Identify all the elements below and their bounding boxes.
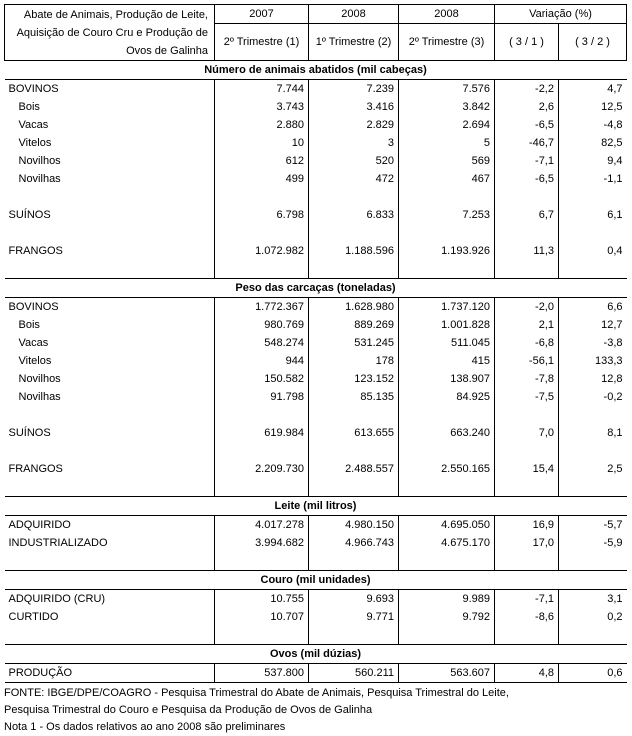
value-cell: 10.707 (215, 608, 309, 626)
spacer-cell (215, 478, 309, 497)
row-label: Vitelos (5, 352, 215, 370)
row-label: Novilhas (5, 170, 215, 188)
spacer-cell (495, 406, 559, 424)
value-cell: 6.833 (309, 206, 399, 224)
value-cell: 7.576 (399, 80, 495, 99)
table-row (5, 134, 627, 152)
spacer-cell (559, 224, 627, 242)
spacer-cell (309, 626, 399, 645)
spacer-cell (559, 260, 627, 279)
value-cell: 0,4 (607, 245, 623, 257)
spacer-row (5, 442, 627, 460)
table-row (5, 170, 627, 188)
spacer-cell (215, 406, 309, 424)
value-cell: 7.253 (399, 206, 495, 224)
value-cell: 4.017.278 (215, 516, 309, 535)
value-cell: 663.240 (399, 424, 495, 442)
spacer-cell (559, 406, 627, 424)
value-cell: 472 (309, 170, 399, 188)
row-label: FRANGOS (5, 242, 215, 260)
value-cell: -7,1 (495, 590, 559, 609)
table-row (5, 608, 627, 626)
spacer-row (5, 188, 627, 206)
value-cell: 10.755 (215, 590, 309, 609)
section-title: Ovos (mil dúzias) (5, 645, 627, 664)
spacer-cell (215, 626, 309, 645)
section-title-row (5, 497, 627, 516)
value-cell: 9.771 (309, 608, 399, 626)
spacer-row (5, 406, 627, 424)
value-cell: 2,6 (495, 98, 559, 116)
row-label: BOVINOS (5, 80, 215, 99)
spacer-cell (495, 478, 559, 497)
table-row (5, 388, 627, 406)
value-cell: 7.239 (309, 80, 399, 99)
variation-header: Variação (%) (495, 5, 627, 24)
ratio-header-1: ( 3 / 1 ) (495, 24, 559, 61)
value-cell: 944 (215, 352, 309, 370)
value-cell: -2,2 (495, 80, 559, 99)
value-cell: 138.907 (399, 370, 495, 388)
spacer-cell (309, 188, 399, 206)
value-cell: -2,0 (495, 298, 559, 317)
spacer-cell (495, 260, 559, 279)
table-body (5, 61, 627, 683)
spacer-cell (5, 626, 215, 645)
spacer-cell (215, 260, 309, 279)
period-header-1: 2º Trimestre (1) (215, 24, 309, 61)
value-cell: 82,5 (601, 137, 623, 149)
row-label: PRODUÇÃO (5, 664, 215, 683)
value-cell: 7.744 (215, 80, 309, 99)
spacer-row (5, 552, 627, 571)
row-label: ADQUIRIDO (5, 516, 215, 535)
value-cell: 85.135 (309, 388, 399, 406)
table-row (5, 370, 627, 388)
value-cell: 1.628.980 (309, 298, 399, 317)
value-cell: 1.772.367 (215, 298, 309, 317)
value-cell: 9,4 (607, 155, 623, 167)
value-cell: -46,7 (495, 134, 559, 152)
value-cell: 6,1 (607, 209, 623, 221)
section-title-row (5, 61, 627, 80)
spacer-cell (399, 188, 495, 206)
spacer-cell (5, 224, 215, 242)
row-label-line: Ovos de Galinha (126, 44, 208, 57)
value-cell: 415 (399, 352, 495, 370)
value-cell: 3.842 (399, 98, 495, 116)
spacer-row (5, 224, 627, 242)
section-title-row (5, 645, 627, 664)
row-label: Novilhos (5, 152, 215, 170)
value-cell: 467 (399, 170, 495, 188)
row-label-line: Abate de Animais, Produção de Leite, (23, 8, 208, 21)
row-label: Vitelos (5, 134, 215, 152)
value-cell: 84.925 (399, 388, 495, 406)
value-cell: 10 (215, 134, 309, 152)
spacer-cell (399, 406, 495, 424)
value-cell: 511.045 (399, 334, 495, 352)
value-cell: 4,8 (495, 664, 559, 683)
value-cell: 2.550.165 (399, 460, 495, 478)
row-label: CURTIDO (5, 608, 215, 626)
value-cell: 8,1 (607, 427, 623, 439)
row-label: Bois (5, 316, 215, 334)
value-cell: 123.152 (309, 370, 399, 388)
table-row (5, 460, 627, 478)
spacer-cell (495, 224, 559, 242)
value-cell: 619.984 (215, 424, 309, 442)
spacer-cell (309, 442, 399, 460)
value-cell: 12,5 (601, 101, 623, 113)
spacer-cell (309, 224, 399, 242)
source-line: FONTE: IBGE/DPE/COAGRO - Pesquisa Trimestral do Abate de Animais, Pesquisa Trimestral do Leite, (4, 687, 509, 699)
value-cell: 499 (215, 170, 309, 188)
spacer-cell (5, 552, 215, 571)
value-cell: 569 (399, 152, 495, 170)
table-row (5, 534, 627, 552)
value-cell: 520 (309, 152, 399, 170)
spacer-cell (215, 442, 309, 460)
value-cell: 9.989 (399, 590, 495, 609)
value-cell: 2.209.730 (215, 460, 309, 478)
row-label: SUÍNOS (5, 424, 215, 442)
value-cell: 5 (399, 134, 495, 152)
spacer-cell (495, 442, 559, 460)
spacer-cell (5, 188, 215, 206)
spacer-cell (309, 406, 399, 424)
value-cell: 2.829 (309, 116, 399, 134)
table-row (5, 242, 627, 260)
spacer-cell (215, 552, 309, 571)
row-label: Vacas (5, 334, 215, 352)
value-cell: -8,6 (495, 608, 559, 626)
section-title: Couro (mil unidades) (5, 571, 627, 590)
spacer-row (5, 626, 627, 645)
value-cell: -7,5 (495, 388, 559, 406)
value-cell: -5,9 (603, 537, 623, 549)
table-row (5, 80, 627, 99)
value-cell: 613.655 (309, 424, 399, 442)
value-cell: 2,1 (495, 316, 559, 334)
source-line: Pesquisa Trimestral do Couro e Pesquisa da Produção de Ovos de Galinha (4, 704, 373, 716)
value-cell: 17,0 (495, 534, 559, 552)
year-header-2: 2008 (309, 5, 399, 24)
value-cell: 178 (309, 352, 399, 370)
value-cell: 612 (215, 152, 309, 170)
table-row (5, 152, 627, 170)
row-label: SUÍNOS (5, 206, 215, 224)
spacer-cell (399, 260, 495, 279)
value-cell: 15,4 (495, 460, 559, 478)
period-header-2: 1º Trimestre (2) (309, 24, 399, 61)
spacer-cell (215, 188, 309, 206)
table-row (5, 424, 627, 442)
value-cell: 2.694 (399, 116, 495, 134)
spacer-cell (5, 260, 215, 279)
value-cell: -3,8 (603, 337, 623, 349)
value-cell: 4.966.743 (309, 534, 399, 552)
value-cell: 1.193.926 (399, 242, 495, 260)
value-cell: 560.211 (309, 664, 399, 683)
value-cell: 6,6 (607, 301, 623, 313)
spacer-cell (5, 406, 215, 424)
value-cell: 11,3 (495, 242, 559, 260)
value-cell: 9.693 (309, 590, 399, 609)
table-row (5, 98, 627, 116)
spacer-cell (495, 552, 559, 571)
value-cell: 9.792 (399, 608, 495, 626)
spacer-cell (399, 552, 495, 571)
row-label: Bois (5, 98, 215, 116)
spacer-cell (495, 188, 559, 206)
value-cell: -5,7 (603, 519, 623, 531)
value-cell: 2,5 (607, 463, 623, 475)
value-cell: 4.980.150 (309, 516, 399, 535)
spacer-cell (309, 552, 399, 571)
value-cell: -6,8 (495, 334, 559, 352)
value-cell: 6,7 (495, 206, 559, 224)
value-cell: -4,8 (603, 119, 623, 131)
value-cell: 3,1 (607, 593, 623, 605)
value-cell: 91.798 (215, 388, 309, 406)
value-cell: 3.416 (309, 98, 399, 116)
spacer-cell (309, 260, 399, 279)
spacer-row (5, 260, 627, 279)
value-cell: 16,9 (495, 516, 559, 535)
ratio-header-2: ( 3 / 2 ) (559, 24, 627, 61)
table-row (5, 516, 627, 535)
section-title: Peso das carcaças (toneladas) (5, 279, 627, 298)
spacer-cell (399, 442, 495, 460)
value-cell: 133,3 (594, 355, 623, 367)
value-cell: 150.582 (215, 370, 309, 388)
table-header (5, 5, 627, 61)
table-row (5, 206, 627, 224)
value-cell: -56,1 (495, 352, 559, 370)
year-header-3: 2008 (399, 5, 495, 24)
value-cell: 537.800 (215, 664, 309, 683)
table-row (5, 590, 627, 609)
value-cell: 1.001.828 (399, 316, 495, 334)
spacer-cell (495, 626, 559, 645)
table-row (5, 664, 627, 683)
spacer-cell (215, 224, 309, 242)
value-cell: 563.607 (399, 664, 495, 683)
spacer-cell (5, 442, 215, 460)
table-row (5, 352, 627, 370)
value-cell: 3.994.682 (215, 534, 309, 552)
row-label: INDUSTRIALIZADO (5, 534, 215, 552)
value-cell: 1.737.120 (399, 298, 495, 317)
value-cell: 980.769 (215, 316, 309, 334)
row-label: Novilhas (5, 388, 215, 406)
value-cell: 1.072.982 (215, 242, 309, 260)
year-header-1: 2007 (215, 5, 309, 24)
spacer-cell (309, 478, 399, 497)
value-cell: 889.269 (309, 316, 399, 334)
row-label: FRANGOS (5, 460, 215, 478)
value-cell: -0,2 (603, 391, 623, 403)
value-cell: -1,1 (603, 173, 623, 185)
value-cell: 4,7 (607, 83, 623, 95)
spacer-cell (559, 478, 627, 497)
section-title-row (5, 571, 627, 590)
spacer-cell (5, 478, 215, 497)
value-cell: 3.743 (215, 98, 309, 116)
production-table (4, 4, 627, 683)
table-row (5, 298, 627, 317)
spacer-cell (559, 552, 627, 571)
value-cell: 12,8 (601, 373, 623, 385)
row-label: Novilhos (5, 370, 215, 388)
value-cell: 0,6 (559, 664, 627, 683)
note-line: Nota 1 - Os dados relativos ao ano 2008 são preliminares (4, 721, 286, 733)
period-header-3: 2º Trimestre (3) (399, 24, 495, 61)
value-cell: 2.880 (215, 116, 309, 134)
table-row (5, 116, 627, 134)
value-cell: 6.798 (215, 206, 309, 224)
row-label: Vacas (5, 116, 215, 134)
spacer-cell (399, 478, 495, 497)
value-cell: -6,5 (495, 116, 559, 134)
spacer-row (5, 478, 627, 497)
table-row (5, 316, 627, 334)
value-cell: 2.488.557 (309, 460, 399, 478)
spacer-cell (559, 626, 627, 645)
table-row (5, 334, 627, 352)
spacer-cell (559, 188, 627, 206)
value-cell: 4.675.170 (399, 534, 495, 552)
value-cell: -6,5 (495, 170, 559, 188)
row-label-header (5, 5, 215, 61)
source-notes (4, 685, 626, 736)
value-cell: 531.245 (309, 334, 399, 352)
value-cell: -7,8 (495, 370, 559, 388)
value-cell: 548.274 (215, 334, 309, 352)
spacer-cell (399, 626, 495, 645)
row-label: ADQUIRIDO (CRU) (5, 590, 215, 609)
value-cell: 1.188.596 (309, 242, 399, 260)
value-cell: 12,7 (601, 319, 623, 331)
section-title-row (5, 279, 627, 298)
value-cell: 4.695.050 (399, 516, 495, 535)
row-label-line: Aquisição de Couro Cru e Produção de (16, 26, 208, 39)
value-cell: 7,0 (495, 424, 559, 442)
value-cell: 0,2 (607, 611, 623, 623)
spacer-cell (399, 224, 495, 242)
value-cell: -7,1 (495, 152, 559, 170)
row-label: BOVINOS (5, 298, 215, 317)
statistics-table-sheet (4, 4, 626, 736)
section-title: Leite (mil litros) (5, 497, 627, 516)
section-title: Número de animais abatidos (mil cabeças) (5, 61, 627, 80)
spacer-cell (559, 442, 627, 460)
value-cell: 3 (309, 134, 399, 152)
